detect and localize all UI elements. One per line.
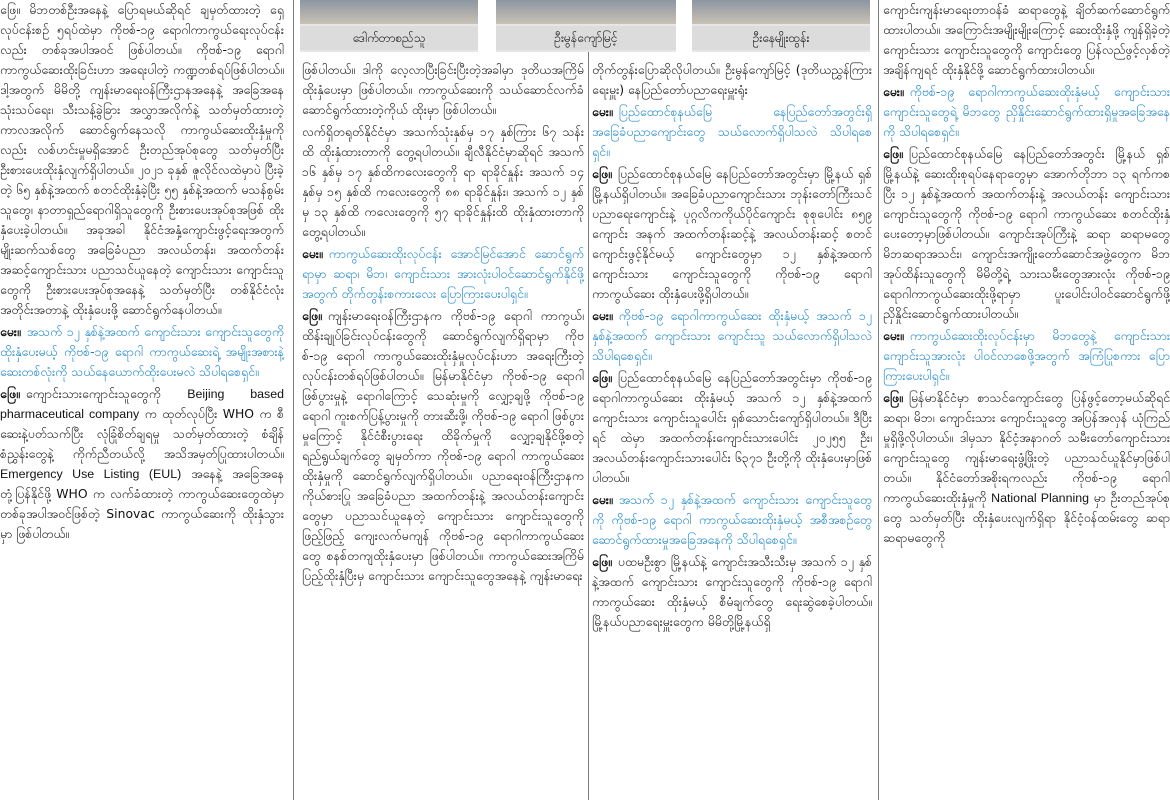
question-paragraph [592,490,872,550]
question-text: အသက် ၁၂ နှစ်နဲ့အထက် ကျောင်းသား ကျောင်းသူတွေကို ထိုးနှံပေးမယ့် ကိုဗစ်-၁၉ ရောဂါ ကာကွယ်ဆေးရဲ့ အမျိုးအစားနဲ့ ဆေးတစ်လုံးကို သယ်နေယောက်ထိုးပေးမလဲ သိပါရစေရှင်။ [0,324,284,379]
question-text: ပြည်ထောင်စုနယ်မြေ နေပြည်တော်အတွင်းရှိ အခြေခံပညာကျောင်းတွေ သယ်လောက်ရှိပါသလဲ သိပါရစေရှင်။ [592,104,872,159]
answer-paragraph [592,164,872,304]
question-text: ကာကွယ်ဆေးထိုးလုပ်ငန်းမှာ မိဘတွေနဲ့ ကျောင်းသား ကျောင်းသူအားလုံး ပါဝင်လာစေဖို့အတွက် အကြံပြုစကား ပြောကြားပေးပါရှင်။ [883,328,1170,383]
answer-text: ပထမဦးစွာ မြို့နယ်နဲ့ ကျောင်းအသီးသီးမှ အသက် ၁၂ နှစ်နဲ့အထက် ကျောင်းသား ကျောင်းသူတွေကို ကိုဗစ်-၁၉ ရောဂါ ကာကွယ်ဆေး ထိုးနှံမယ့် စီမံချက်တွေ ရေးဆွဲစေခဲ့ပါတယ်။ မြို့နယ်ပညာရေးမှူးတွေက မိမိတို့မြို့နယ်ရှိ [592,554,872,629]
question-label: မေး။ [302,246,323,261]
question-label: မေး။ [0,324,21,339]
article-column-4 [883,0,1170,800]
body-paragraph: ဖြေ။ မိဘတစ်ဦးအနေနဲ့ ပြောရမယ်ဆိုရင် ချမှတ်ထားတဲ့ ရှေ့လုပ်ငန်းစဉ် ၅ရပ်ထဲမှာ ကိုဗစ်-၁၉ ရောဂါကာကွယ်ရေးလုပ်ငန်းလည်း တစ်ခုအပါအဝင် ဖြစ်ပါတယ်။ ကိုဗစ်-၁၉ ရောဂါ ကာကွယ်ဆေးထိုးခြင်းဟာ အရေးပါတဲ့ ကဏ္ဍတစ်ရပ်ဖြစ်ပါတယ်။ ဒါ့အတွက် မိမိတို့ ကျန်းမာရေးဝန်ကြီးဌာနအနေနဲ့ အခြေအနေ သုံးသပ်ရေး၊ သီးသန့်ခွဲခြား အလွှာအလိုက်နဲ့ သတ်မှတ်ထားတဲ့ ကာလအလိုက် ဆောင်ရွက်နေသလို ကာကွယ်ဆေးထိုးနှံမှုကိုလည်း လစ်ဟင်းမှုမရှိအောင် ဦးတည်အုပ်စုတွေ သတ်မှတ်ပြီး ဦးစားပေးထိုးနှံလျက်ရှိပါတယ်။ ၂၀၂၁ ခုနှစ် ဇူလိုင်လထဲမှာပဲ ပြီးခဲ့တဲ့ ၆၅ နှစ်နဲ့အထက် စတင်ထိုးနှံခဲ့ပြီး ၅၅ နှစ်နဲ့အထက် မသန်စွမ်းသူတွေ၊ နာတာရှည်ရောဂါရှိသူတွေကို ဦးစားပေးအုပ်စုအဖြစ် ထိုးနှံပေးခဲ့ပါတယ်။ အခုအခါ နိုင်ငံအနှံ့ကျောင်းဖွင့်ရေးအတွက် မျိုးဆက်သစ်တွေ အခြေခံပညာ အလယ်တန်း၊ အထက်တန်းအဆင့်ကျောင်းသား ပညာသင်ယူနေတဲ့ ကျောင်းသား ကျောင်းသူတွေကို ဦးစားပေးအုပ်စုအနေနဲ့ သတ်မှတ်ပြီး တစ်နိုင်ငံလုံးအတိုင်းအတာနဲ့ ထိုးနှံပေးဖို့ ဆောင်ရွက်နေပါတယ်။ [0,2,284,317]
answer-paragraph [302,306,584,586]
answer-label: ဖြေ။ [592,554,612,569]
answer-label: ဖြေ။ [592,370,612,385]
column-divider [588,0,589,800]
article-column-1 [0,0,284,800]
answer-paragraph [883,388,1170,548]
answer-paragraph [592,368,872,488]
answer-english-text: Emergency Use Listing (EUL) [0,467,182,481]
answer-text: ကျန်းမာရေးဝန်ကြီးဌာနက ကိုဗစ်-၁၉ ရောဂါ ကာကွယ်၊ ထိန်းချုပ်ခြင်းလုပ်ငန်းတွေကို ဆောင်ရွက်လျက်ရှိရာမှာ ကိုဗစ်-၁၉ ရောဂါ ကာကွယ်ဆေးထိုးနှံမှုလုပ်ငန်းဟာ အရေးကြီးတဲ့ လုပ်ငန်းတစ်ရပ်ဖြစ်ပါတယ်။ မြန်မာနိုင်ငံမှာ ကိုဗစ်-၁၉ ရောဂါဖြစ်ပွားမှုနဲ့ ရောဂါကြောင့် သေဆုံးမှုကို လျှော့ချဖို့ ကိုဗစ်-၁၉ ရောဂါ ကူးစက်ပြန့်ပွားမှုကို တားဆီးဖို့၊ ကိုဗစ်-၁၉ ရောဂါ ဖြစ်ပွားမှုကြောင့် နိုင်ငံစီးပွားရေး ထိခိုက်မှုကို လျှော့ချနိုင်ဖို့စတဲ့ ရည်ရွယ်ချက်တွေ ချမှတ်ကာ ကိုဗစ်-၁၉ ရောဂါ ကာကွယ်ဆေးထိုးနှံမှုကို ဆောင်ရွက်လျက်ရှိပါတယ်။ ပညာရေးဝန်ကြီးဌာနက ကိုယ်စားပြု အခြေခံပညာ အထက်တန်းနဲ့ အလယ်တန်းကျောင်းတွေမှာ ပညာသင်ယူနေတဲ့ ကျောင်းသား ကျောင်းသူတွေကို ဖြည့်ဖြည့် ကျေးလက်မကျန် ကိုဗစ်-၁၉ ရောဂါကာကွယ်ဆေးတွေ စနစ်တကျထိုးနှံပေးမှာ ဖြစ်ပါတယ်။ ကာကွယ်ဆေးအကြိမ်ပြည့်ထိုးနှံပြီးမှ ကျောင်းသား ကျောင်းသူတွေအနေနဲ့ ကျန်းမာရေး [302,308,584,583]
question-label: မေး။ [592,492,613,507]
answer-text: မှာ ဦးတည်အုပ်စုတွေ သတ်မှတ်ပြီး ထိုးနှံပေးလျက်ရှိရာ နိုင်ငံ့ဝန်ထမ်းတွေ ဆရာ ဆရာမတွေကို [883,490,1170,545]
body-paragraph: တိုက်တွန်းပြောဆိုလိုပါတယ်။ ဦးမွန်ကျော်မြင့် (ဒုတိယညွှန်ကြားရေးမှူး) နေပြည်တော်ပညာရေးမှူးရုံး [592,62,872,97]
portrait-photo [692,0,870,52]
question-label: မေး။ [883,328,904,343]
answer-label: ဖြေ။ [0,386,20,401]
article-column-2 [302,60,584,800]
answer-paragraph [592,552,872,632]
photo-row [300,0,878,52]
answer-text: ကျောင်းသားကျောင်းသူတွေကို [25,386,161,401]
question-paragraph [302,244,584,304]
answer-label: ဖြေ။ [883,390,903,405]
column-divider [293,0,294,800]
question-label: မေး။ [592,308,613,323]
question-text: ကိုဗစ်-၁၉ ရောဂါကာကွယ်ဆေးထိုးနှံမယ့် ကျောင်းသား ကျောင်းသူတွေရဲ့ မိဘတွေ ညှိနှိုင်းဆောင်ရွက်ထားရှိမှုအခြေအနေကို သိပါရစေရှင်။ [883,84,1170,139]
answer-text: အနေနဲ့ အခြေအနေတုံ့ပြန်နိုင်ဖို့ WHO က လက်ခံထားတဲ့ ကာကွယ်ဆေးတွေထဲမှာ တစ်ခုအပါအဝင်ဖြစ်တဲ့ Sinovac ကာကွယ်ဆေးကို ထိုးနှံသွားမှာ ဖြစ်ပါတယ်။ [0,466,284,541]
question-paragraph [0,322,284,382]
question-label: မေး။ [883,84,904,99]
answer-label: ဖြေ။ [883,146,903,161]
photo-caption: ဦးနေမျိုးထွန်း [692,26,870,50]
question-text: ကိုဗစ်-၁၉ ရောဂါကာကွယ်ဆေး ထိုးနှံမယ့် အသက် ၁၂ နှစ်နဲ့အထက် ကျောင်းသား ကျောင်းသူ သယ်လောက်ရှိပါသလဲ သိပါရစေရှင်။ [592,308,872,363]
column-divider [878,0,879,800]
question-label: မေး။ [592,104,613,119]
answer-paragraph [0,384,284,544]
portrait-image [692,0,870,24]
answer-paragraph [883,144,1170,324]
body-paragraph: ဖြစ်ပါတယ်။ ဒါကို လေ့လာပြီးခြင်းပြီးတဲ့အခါမှာ ဒုတိယအကြိမ်ထိုးနှံပေးမှာ ဖြစ်ပါတယ်။ ကာကွယ်ဆေးကို သယ်ဆောင်လက်ခံဆောင်ရွက်ထားတဲ့ကိုယ် ထိုးမှာ ဖြစ်ပါတယ်။ [302,62,584,117]
question-text: ကာကွယ်ဆေးထိုးလုပ်ငန်း အောင်မြင်အောင် ဆောင်ရွက်ရာမှာ ဆရာ၊ မိဘ၊ ကျောင်းသား အားလုံးပါဝင်ဆောင်ရွက်နိုင်ဖို့အတွက် တိုက်တွန်းစကားလေး ပြောကြားပေးပါရှင်။ [302,246,584,301]
question-paragraph [592,102,872,162]
portrait-image [300,0,478,24]
portrait-photo [300,0,478,52]
answer-label: ဖြေ။ [302,308,322,323]
answer-text: မြန်မာနိုင်ငံမှာ စာသင်ကျောင်းတွေ ပြန်ဖွင့်တော့မယ်ဆိုရင် ဆရာ၊ မိဘ၊ ကျောင်းသား ကျောင်းသူတွေ အပြန်အလှန် ယုံကြည်မှုရှိဖို့လိုပါတယ်။ ဒါမှသာ နိုင်ငံ့အနာဂတ် သမီးတော်ကျောင်းသား ကျောင်းသူတွေ ကျန်းမာရေးဖွံ့ဖြိုးတဲ့ ပညာသင်ယူနိုင်မှာဖြစ်ပါတယ်။ နိုင်ငံတော်အစိုးရကလည်း ကိုဗစ်-၁၉ ရောဂါ ကာကွယ်ဆေးထိုးနှံမှုကို [883,390,1170,505]
question-text: အသက် ၁၂ နှစ်နဲ့အထက် ကျောင်းသား ကျောင်းသူတွေကို ကိုဗစ်-၁၉ ရောဂါ ကာကွယ်ဆေးထိုးနှံမယ့် အစီအစဉ်တွေ ဆောင်ရွက်ထားမှုအခြေအနေကို သိပါရစေရှင်။ [592,492,872,547]
answer-text: ပြည်ထောင်စုနယ်မြေ နေပြည်တော်အတွင်း မြို့နယ် ရှစ်မြို့နယ်နဲ့ ဆေးထိုးစုရပ်နေရာတွေမှာ အောက်တိုဘာ ၁၃ ရက်ကစပြီး ၁၂ နှစ်နဲ့အထက် အထက်တန်းနဲ့ အလယ်တန်း ကျောင်းသား ကျောင်းသူတွေကို ကိုဗစ်-၁၉ ရောဂါ ကာကွယ်ဆေး စတင်ထိုးနှံပေးတော့မှာဖြစ်ပါတယ်။ ကျောင်းအုပ်ကြီးနဲ့ ဆရာ ဆရာမတွေ မိဘဆရာအသင်း၊ ကျောင်းအကျိုးတော်ဆောင်အဖွဲ့တွေက မိဘအုပ်ထိန်းသူတွေကို မိမိတို့ရဲ့ သားသမီးတွေအားလုံး ကိုဗစ်-၁၉ ရောဂါကာကွယ်ဆေးထိုးဖို့ရာမှာ ပူးပေါင်းပါဝင်ဆောင်ရွက်ဖို့ ညှိနှိုင်းဆောင်ရွက်ထားပါတယ်။ [883,146,1170,321]
answer-label: ဖြေ။ [592,166,612,181]
portrait-photo [496,0,676,52]
answer-text: ပြည်ထောင်စုနယ်မြေ နေပြည်တော်အတွင်းမှာ မြို့နယ် ရှစ်မြို့နယ်ရှိပါတယ်။ အခြေခံပညာကျောင်းသား ဘုန်းတော်ကြီးသင်ပညာရေးကျောင်းနဲ့ ပုဂ္ဂလိကကိုယ်ပိုင်ကျောင်း စုစုပေါင်း ၈၅၉ ကျောင်း အနက် အထက်တန်းဆင့်နဲ့ အလယ်တန်းဆင့် စတင်ကျောင်းဖွင့်နိုင်မယ့် ကျောင်းတွေမှာ ၁၂ နှစ်နဲ့အထက် ကျောင်းသား ကျောင်းသူတွေကို ကိုဗစ်-၁၉ ရောဂါ ကာကွယ်ဆေး ထိုးနှံပေးဖို့ရှိပါတယ်။ [592,166,872,301]
photo-caption: ဒေါက်တာစည်သူ [300,26,478,50]
question-paragraph [592,306,872,366]
question-paragraph [883,326,1170,386]
question-paragraph [883,82,1170,142]
body-paragraph: ကျောင်းကျန်းမာရေးတာဝန်ခံ ဆရာတွေနဲ့ ချိတ်ဆက်ဆောင်ရွက်ထားပါတယ်။ အကြောင်းအမျိုးမျိုးကြောင့် ဆေးထိုးနှံဖို့ ကျန်ရှိခဲ့တဲ့ ကျောင်းသား ကျောင်းသူတွေကို ကျောင်းတွေ ပြန်လည်ဖွင့်လှစ်တဲ့အချိန်ကျရင် ထိုးနှံနိုင်ဖို့ ဆောင်ရွက်ထားပါတယ်။ [883,2,1170,77]
answer-english-text: Beijing based pharmaceutical company [0,387,284,421]
answer-text: က ထုတ်လုပ်ပြီး WHO က စီဆေးနဲ့ပတ်သက်ပြီး လုံခြုံစိတ်ချရမှု သတ်မှတ်ထားတဲ့ စံချိန်စံညွှန်းတွေနဲ့ ကိုက်ညီတယ်လို့ အသိအမှတ်ပြုထားပါတယ်။ [0,406,284,461]
photo-caption: ဦးမွန်ကျော်မြင့် [496,26,676,50]
answer-english-text: National Planning [991,491,1089,505]
portrait-image [496,0,676,24]
answer-text: ပြည်ထောင်စုနယ်မြေ နေပြည်တော်အတွင်းမှာ ကိုဗစ်-၁၉ ရောဂါကာကွယ်ဆေး ထိုးနှံမယ့် အသက် ၁၂ နှစ်နဲ့အထက် ကျောင်းသား ကျောင်းသူပေါင်း ရှစ်သောင်းကျော်ရှိပါတယ်။ ဒီပြီးရင် ထဲမှာ အထက်တန်းကျောင်းသားပေါင်း ၂၀၂၅၅ ဦး၊ အလယ်တန်းကျောင်းသားပေါင်း ၆၃၇၁ ဦးတို့ကို ထိုးနှံပေးမှာဖြစ်ပါတယ်။ [592,370,872,485]
article-column-3 [592,60,872,800]
body-paragraph: လက်ရှိတရုတ်နိုင်ငံမှာ အသက်သုံးနှစ်မှ ၁၇ နှစ်ကြား ၆၇ သန်းထိ ထိုးနှံထားတာကို တွေ့ရပါတယ်။ ချီလီနိုင်ငံမှာဆိုရင် အသက် ၁၆ နှစ်မှ ၁၇ နှစ်ထိကလေးတွေကို ရာ ရာခိုင်နှုန်း အသက် ၁၄ နှစ်မှ ၁၅ နှစ်ထိ ကလေးတွေကို ၈၈ ရာခိုင်နှုန်း၊ အသက် ၁၂ နှစ်မှ ၁၃ နှစ်ထိ ကလေးတွေကို ၅၇ ရာခိုင်နှုန်းထိ ထိုးနှံထားတာကို တွေ့ရပါတယ်။ [302,124,584,239]
